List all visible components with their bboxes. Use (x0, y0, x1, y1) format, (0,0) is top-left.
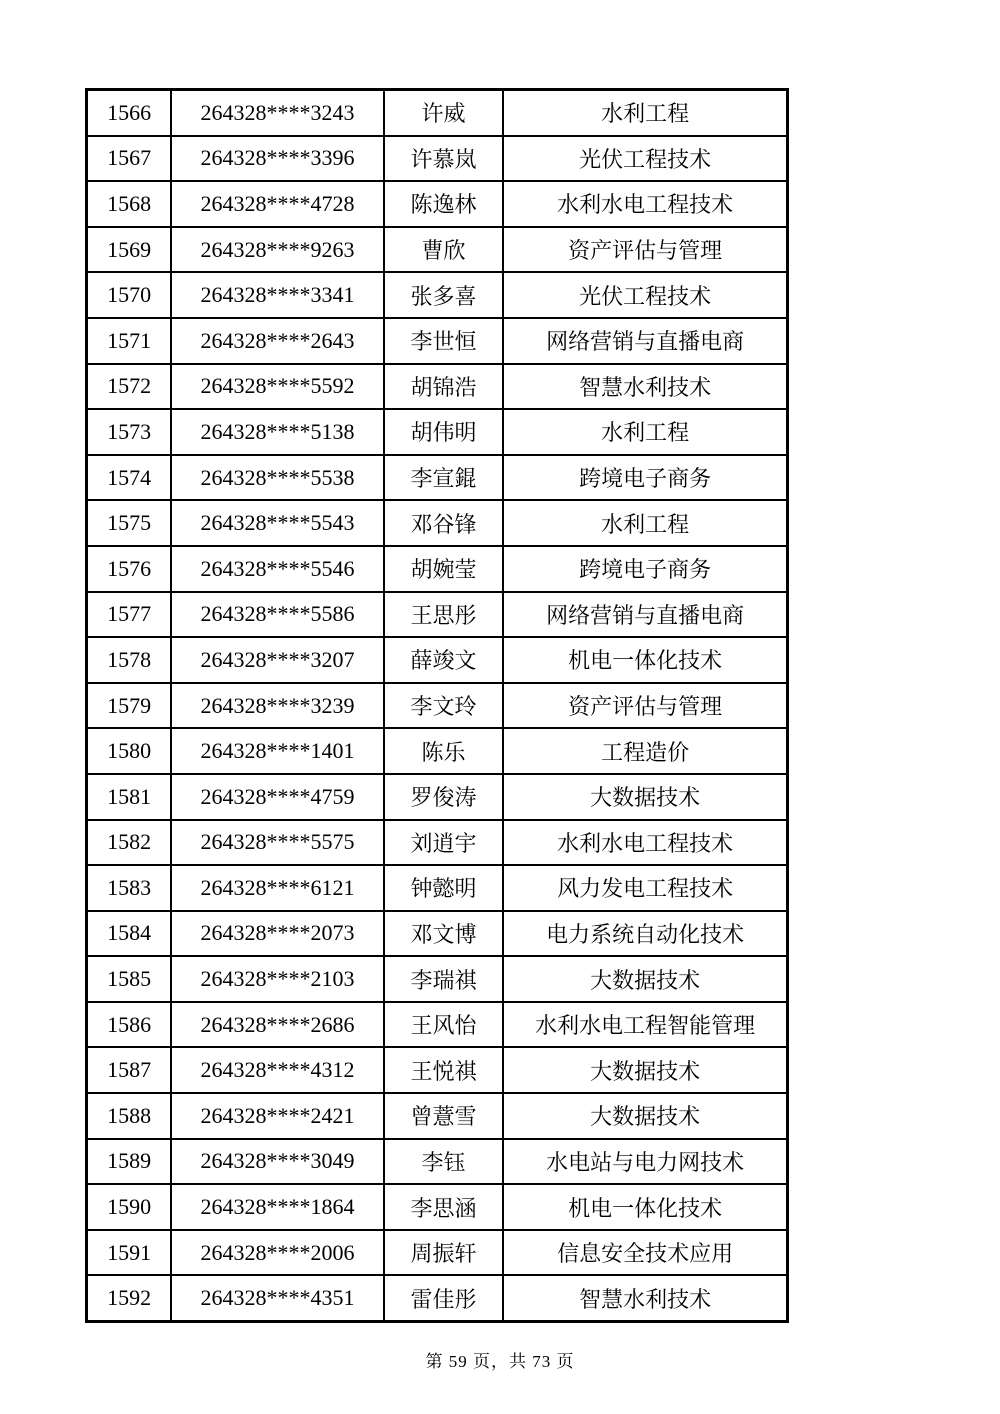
admission-list-body (87, 90, 788, 1322)
candidate-major: 网络营销与直播电商 (503, 318, 787, 364)
candidate-major: 资产评估与管理 (503, 227, 787, 273)
row-number: 1574 (87, 455, 172, 501)
candidate-name: 陈逸林 (384, 181, 504, 227)
candidate-major: 光伏工程技术 (503, 272, 787, 318)
candidate-major: 智慧水利技术 (503, 1275, 787, 1321)
candidate-major: 水利水电工程技术 (503, 820, 787, 866)
table-row (87, 1002, 788, 1048)
candidate-name: 王风怡 (384, 1002, 504, 1048)
candidate-major: 工程造价 (503, 728, 787, 774)
row-number: 1567 (87, 136, 172, 182)
candidate-id: 264328****3239 (171, 683, 383, 729)
candidate-id: 264328****2643 (171, 318, 383, 364)
candidate-name: 李思涵 (384, 1184, 504, 1230)
candidate-id: 264328****9263 (171, 227, 383, 273)
table-row (87, 956, 788, 1002)
candidate-name: 胡伟明 (384, 409, 504, 455)
candidate-major: 电力系统自动化技术 (503, 911, 787, 957)
table-row (87, 1275, 788, 1321)
row-number: 1589 (87, 1139, 172, 1185)
candidate-major: 大数据技术 (503, 774, 787, 820)
candidate-id: 264328****5546 (171, 546, 383, 592)
table-row (87, 181, 788, 227)
row-number: 1569 (87, 227, 172, 273)
candidate-major: 水电站与电力网技术 (503, 1139, 787, 1185)
row-number: 1570 (87, 272, 172, 318)
row-number: 1587 (87, 1047, 172, 1093)
candidate-id: 264328****5538 (171, 455, 383, 501)
candidate-name: 王悦祺 (384, 1047, 504, 1093)
candidate-id: 264328****2686 (171, 1002, 383, 1048)
candidate-major: 光伏工程技术 (503, 136, 787, 182)
candidate-major: 大数据技术 (503, 1093, 787, 1139)
candidate-id: 264328****2421 (171, 1093, 383, 1139)
candidate-major: 网络营销与直播电商 (503, 592, 787, 638)
candidate-id: 264328****5543 (171, 500, 383, 546)
table-row (87, 1093, 788, 1139)
candidate-major: 大数据技术 (503, 1047, 787, 1093)
row-number: 1590 (87, 1184, 172, 1230)
candidate-major: 机电一体化技术 (503, 1184, 787, 1230)
candidate-id: 264328****5575 (171, 820, 383, 866)
candidate-id: 264328****4351 (171, 1275, 383, 1321)
candidate-id: 264328****1864 (171, 1184, 383, 1230)
candidate-name: 罗俊涛 (384, 774, 504, 820)
row-number: 1578 (87, 637, 172, 683)
row-number: 1568 (87, 181, 172, 227)
candidate-id: 264328****2073 (171, 911, 383, 957)
table-row (87, 728, 788, 774)
candidate-name: 陈乐 (384, 728, 504, 774)
row-number: 1577 (87, 592, 172, 638)
candidate-name: 刘逍宇 (384, 820, 504, 866)
table-row (87, 455, 788, 501)
page-footer: 第 59 页，共 73 页 (425, 1352, 575, 1371)
candidate-name: 李宣錕 (384, 455, 504, 501)
candidate-name: 雷佳彤 (384, 1275, 504, 1321)
candidate-id: 264328****6121 (171, 865, 383, 911)
row-number: 1583 (87, 865, 172, 911)
table-row (87, 911, 788, 957)
table-row (87, 227, 788, 273)
row-number: 1581 (87, 774, 172, 820)
table-row (87, 865, 788, 911)
row-number: 1586 (87, 1002, 172, 1048)
candidate-name: 张多喜 (384, 272, 504, 318)
candidate-name: 邓文博 (384, 911, 504, 957)
table-row (87, 546, 788, 592)
candidate-name: 许威 (384, 90, 504, 136)
candidate-major: 水利水电工程技术 (503, 181, 787, 227)
row-number: 1571 (87, 318, 172, 364)
candidate-name: 薛竣文 (384, 637, 504, 683)
candidate-id: 264328****5138 (171, 409, 383, 455)
candidate-major: 风力发电工程技术 (503, 865, 787, 911)
candidate-major: 水利工程 (503, 500, 787, 546)
table-row (87, 683, 788, 729)
table-row (87, 90, 788, 136)
candidate-name: 曹欣 (384, 227, 504, 273)
candidate-major: 智慧水利技术 (503, 364, 787, 410)
candidate-name: 曾薏雪 (384, 1093, 504, 1139)
row-number: 1580 (87, 728, 172, 774)
row-number: 1566 (87, 90, 172, 136)
table-row (87, 364, 788, 410)
row-number: 1576 (87, 546, 172, 592)
table-row (87, 272, 788, 318)
candidate-major: 水利水电工程智能管理 (503, 1002, 787, 1048)
candidate-id: 264328****3243 (171, 90, 383, 136)
table-row (87, 774, 788, 820)
row-number: 1579 (87, 683, 172, 729)
candidate-name: 李瑞祺 (384, 956, 504, 1002)
candidate-id: 264328****3207 (171, 637, 383, 683)
candidate-id: 264328****4312 (171, 1047, 383, 1093)
candidate-name: 王思彤 (384, 592, 504, 638)
row-number: 1585 (87, 956, 172, 1002)
candidate-major: 信息安全技术应用 (503, 1230, 787, 1276)
table-row (87, 500, 788, 546)
table-row (87, 592, 788, 638)
candidate-id: 264328****4728 (171, 181, 383, 227)
candidate-id: 264328****1401 (171, 728, 383, 774)
candidate-major: 水利工程 (503, 409, 787, 455)
table-row (87, 1184, 788, 1230)
candidate-name: 胡锦浩 (384, 364, 504, 410)
candidate-major: 水利工程 (503, 90, 787, 136)
candidate-major: 机电一体化技术 (503, 637, 787, 683)
admission-list-table (85, 88, 789, 1323)
row-number: 1573 (87, 409, 172, 455)
candidate-id: 264328****2006 (171, 1230, 383, 1276)
candidate-major: 资产评估与管理 (503, 683, 787, 729)
candidate-id: 264328****3341 (171, 272, 383, 318)
candidate-id: 264328****2103 (171, 956, 383, 1002)
candidate-name: 邓谷锋 (384, 500, 504, 546)
candidate-id: 264328****3049 (171, 1139, 383, 1185)
row-number: 1582 (87, 820, 172, 866)
row-number: 1572 (87, 364, 172, 410)
table-row (87, 318, 788, 364)
row-number: 1588 (87, 1093, 172, 1139)
row-number: 1584 (87, 911, 172, 957)
table-row (87, 1230, 788, 1276)
table-row (87, 1139, 788, 1185)
row-number: 1592 (87, 1275, 172, 1321)
row-number: 1591 (87, 1230, 172, 1276)
row-number: 1575 (87, 500, 172, 546)
candidate-name: 李钰 (384, 1139, 504, 1185)
candidate-id: 264328****5592 (171, 364, 383, 410)
candidate-major: 跨境电子商务 (503, 455, 787, 501)
candidate-name: 周振轩 (384, 1230, 504, 1276)
candidate-name: 许慕岚 (384, 136, 504, 182)
candidate-name: 钟懿明 (384, 865, 504, 911)
candidate-name: 李文玲 (384, 683, 504, 729)
table-row (87, 409, 788, 455)
candidate-id: 264328****5586 (171, 592, 383, 638)
table-row (87, 1047, 788, 1093)
candidate-major: 跨境电子商务 (503, 546, 787, 592)
candidate-major: 大数据技术 (503, 956, 787, 1002)
candidate-name: 胡婉莹 (384, 546, 504, 592)
candidate-id: 264328****4759 (171, 774, 383, 820)
candidate-id: 264328****3396 (171, 136, 383, 182)
candidate-name: 李世恒 (384, 318, 504, 364)
table-row (87, 820, 788, 866)
table-row (87, 136, 788, 182)
table-row (87, 637, 788, 683)
